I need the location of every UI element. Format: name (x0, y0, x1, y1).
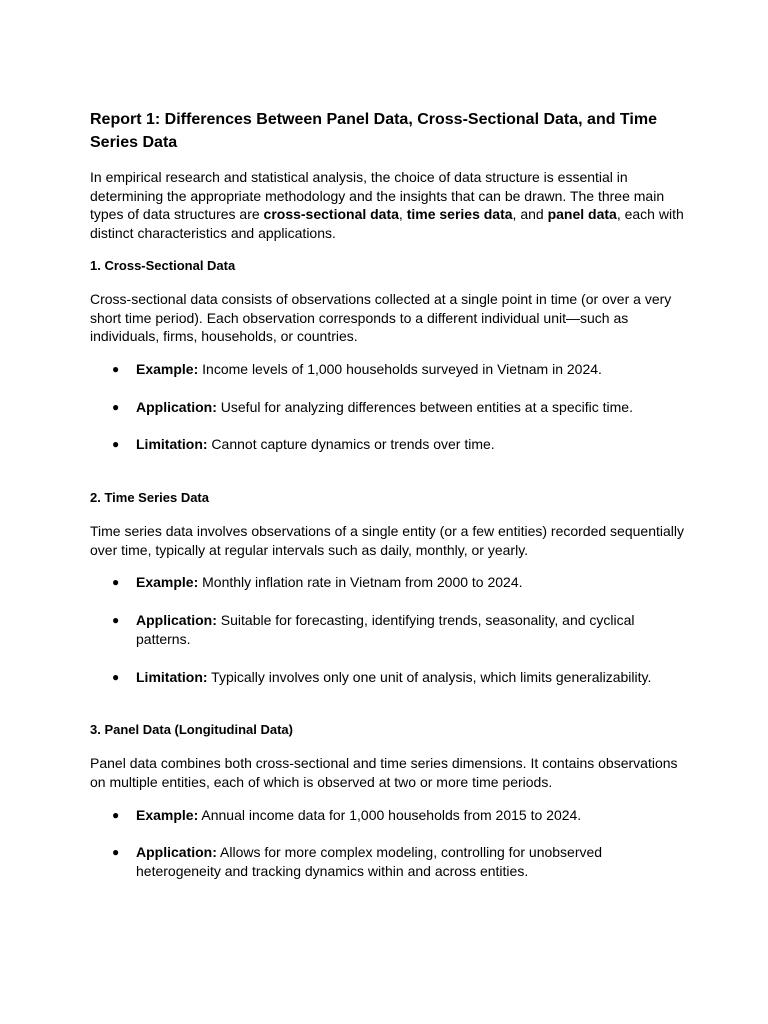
intro-paragraph: In empirical research and statistical analysis, the choice of data structure is essential in determining the appropriate methodology and the insights that can be drawn. The three main types of data structures are cross-sectional data, time series data, and panel data, each with distinct characteristics and applications. (90, 169, 684, 242)
bullet-icon: ● (112, 575, 120, 590)
section-heading: 2. Time Series Data (90, 490, 209, 506)
list-item (90, 435, 690, 454)
bullet-text: Cannot capture dynamics or trends over time. (207, 436, 495, 453)
list-item (90, 573, 690, 592)
bullet-label: Limitation: (136, 436, 208, 453)
bullet-label: Limitation: (136, 668, 208, 685)
bullet-text: Monthly inflation rate in Vietnam from 2000 to 2024. (198, 574, 523, 591)
bullet-icon: ● (112, 437, 120, 452)
bullet-text: Allows for more complex modeling, controlling for unobserved heterogeneity and tracking dynamics within and across entities. (136, 844, 603, 880)
bullet-icon: ● (112, 361, 120, 376)
list-item (90, 398, 690, 417)
bullet-list (90, 806, 690, 881)
bullet-icon: ● (112, 399, 120, 414)
document-page (90, 108, 690, 900)
list-item (90, 843, 690, 880)
bullet-text: Annual income data for 1,000 households from 2015 to 2024. (198, 806, 582, 823)
intro-text: In empirical research and statistical analysis, the choice of data structure is essential in determining the appropriate methodology and the insights that can be drawn. The three main types of data structures are (90, 169, 665, 223)
intro-bold-panel: panel data (547, 206, 617, 223)
bullet-label: Application: (136, 844, 217, 861)
list-item (90, 360, 690, 379)
bullet-icon: ● (112, 613, 120, 628)
intro-bold-time-series: time series data (406, 206, 513, 223)
bullet-icon: ● (112, 669, 120, 684)
bullet-text: Typically involves only one unit of analysis, which limits generalizability. (207, 668, 652, 685)
list-item (90, 668, 690, 687)
section-paragraph: Time series data involves observations of a single entity (or a few entities) recorded sequentially over time, typically at regular intervals such as daily, monthly, or yearly. (90, 523, 684, 558)
intro-bold-cross-sectional: cross-sectional data (263, 206, 399, 223)
section-paragraph: Panel data combines both cross-sectional and time series dimensions. It contains observations on multiple entities, each of which is observed at two or more time periods. (90, 755, 678, 790)
bullet-icon: ● (112, 845, 120, 860)
bullet-label: Example: (136, 574, 199, 591)
list-item (90, 611, 690, 648)
intro-text-end: , each with distinct characteristics and applications. (90, 206, 684, 242)
section-heading: 1. Cross-Sectional Data (90, 257, 236, 273)
bullet-list (90, 573, 690, 686)
bullet-text: Suitable for forecasting, identifying trends, seasonality, and cyclical patterns. (136, 612, 635, 647)
bullet-label: Example: (136, 806, 199, 823)
bullet-label: Application: (136, 612, 217, 629)
section-paragraph: Cross-sectional data consists of observations collected at a single point in time (or over a very short time period). Each observation corresponds to a different individual unit—such as individuals, firms, households, or countries. (90, 290, 672, 345)
section-heading: 3. Panel Data (Longitudinal Data) (90, 722, 293, 738)
bullet-label: Example: (136, 360, 199, 377)
report-title: Report 1: Differences Between Panel Data, Cross-Sectional Data, and Time Series Data (90, 111, 657, 151)
bullet-label: Application: (136, 398, 217, 415)
bullet-text: Income levels of 1,000 households surveyed in Vietnam in 2024. (198, 360, 602, 377)
bullet-list (90, 360, 690, 454)
bullet-icon: ● (112, 807, 120, 822)
list-item (90, 806, 690, 825)
bullet-text: Useful for analyzing differences between entities at a specific time. (216, 398, 633, 415)
